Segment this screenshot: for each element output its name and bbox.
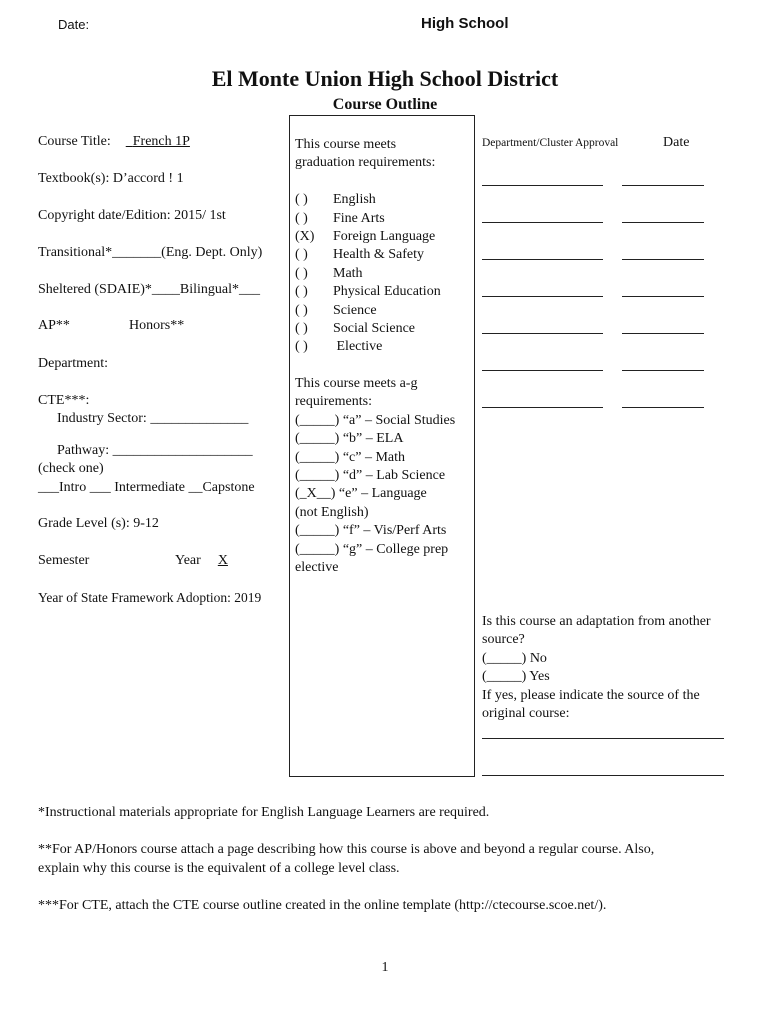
date-line[interactable] [622,185,704,186]
ag-requirements [295,375,455,577]
ag-line: elective [295,560,339,576]
sheltered-bilingual-field: Sheltered (SDAIE)*____Bilingual*___ [38,282,261,297]
adaptation-question [482,613,711,723]
department-label: Department: [38,356,108,371]
grad-item: ( ) Math [295,265,363,281]
copyright-edition: Copyright date/Edition: 2015/ 1st [38,208,226,223]
grad-item: ( ) Social Science [295,321,416,337]
date-label: Date: [58,17,90,32]
approval-date-label: Date [663,135,690,150]
adaptation-line: source? [482,632,525,648]
adaptation-line: Is this course an adaptation from another [482,614,711,629]
cte-level-options: ___Intro ___ Intermediate __Capstone [38,480,255,495]
framework-adoption: Year of State Framework Adoption: 2019 [38,590,262,605]
adaptation-yes-option: (_____) Yes [482,669,550,685]
adaptation-no-option: (_____) No [482,650,547,666]
ap-label: AP** [38,318,70,333]
ag-intro-line-2: requirements: [295,394,372,410]
district-title: El Monte Union High School District [211,66,559,91]
date-line[interactable] [622,296,704,297]
check-one-label: (check one) [38,461,104,476]
dept-approval-label: Department/Cluster Approval [482,137,619,149]
grad-item: (X) Foreign Language [295,229,436,245]
course-outline-subtitle: Course Outline [332,96,438,113]
date-line[interactable] [622,407,704,408]
signature-line[interactable] [482,185,603,186]
grad-item: ( ) Physical Education [295,284,441,300]
ag-line: (_____) “c” – Math [295,449,406,465]
date-line[interactable] [622,370,704,371]
signature-line[interactable] [482,259,603,260]
ag-line: (_____) “a” – Social Studies [295,412,456,428]
ag-line: (_X__) “e” – Language [295,486,427,502]
signature-line[interactable] [482,407,603,408]
source-line[interactable] [482,775,724,776]
course-title-row [38,134,190,150]
adaptation-line: If yes, please indicate the source of the [482,687,700,703]
signature-line[interactable] [482,370,603,371]
ag-line: (_____) “b” – ELA [295,431,404,447]
year-mark: X [217,553,228,568]
footnote-cte: ***For CTE, attach the CTE course outline created in the online template (http://ctecourse.scoe.net/). [38,898,607,913]
footnote-ap-honors-line-1: **For AP/Honors course attach a page describing how this course is above and beyond a regular course. Also, [38,842,655,857]
honors-label: Honors** [129,318,185,333]
graduation-requirements [295,136,441,357]
school-label: High School [421,15,509,32]
cte-label: CTE***: [38,393,90,408]
year-row [175,553,228,569]
adaptation-line: original course: [482,706,570,722]
course-title-label: Course Title: [38,134,111,149]
signature-line[interactable] [482,333,603,334]
ag-line: (not English) [295,504,369,520]
transitional-field: Transitional*_______(Eng. Dept. Only) [38,245,263,260]
year-label: Year [175,553,201,568]
footnote-ell: *Instructional materials appropriate for English Language Learners are required. [38,805,490,820]
grade-level: Grade Level (s): 9-12 [38,516,159,531]
source-line[interactable] [482,738,724,739]
course-title-value: French 1P [132,134,190,149]
ag-line: (_____) “g” – College prep [295,541,449,557]
grad-item: ( ) Science [295,302,377,318]
ag-intro-line-1: This course meets a-g [295,376,418,391]
footnote-ap-honors-line-2: explain why this course is the equivalent of a college level class. [38,861,400,876]
grad-intro-line-1: This course meets [295,137,397,152]
pathway-field: Pathway: ____________________ [57,443,253,458]
grad-item: ( ) Health & Safety [295,247,424,263]
ag-line: (_____) “f” – Vis/Perf Arts [295,523,447,539]
signature-line[interactable] [482,222,603,223]
date-line[interactable] [622,222,704,223]
textbook: Textbook(s): D’accord ! 1 [38,171,184,186]
page-number: 1 [381,960,389,975]
industry-sector-field: Industry Sector: ______________ [57,411,249,426]
semester-label: Semester [38,553,90,568]
grad-item: ( ) English [295,192,376,208]
date-line[interactable] [622,259,704,260]
signature-line[interactable] [482,296,603,297]
grad-item: ( ) Fine Arts [295,210,385,226]
grad-intro-line-2: graduation requirements: [295,155,436,171]
date-line[interactable] [622,333,704,334]
grad-item: ( ) Elective [295,339,383,355]
ag-line: (_____) “d” – Lab Science [295,468,446,484]
